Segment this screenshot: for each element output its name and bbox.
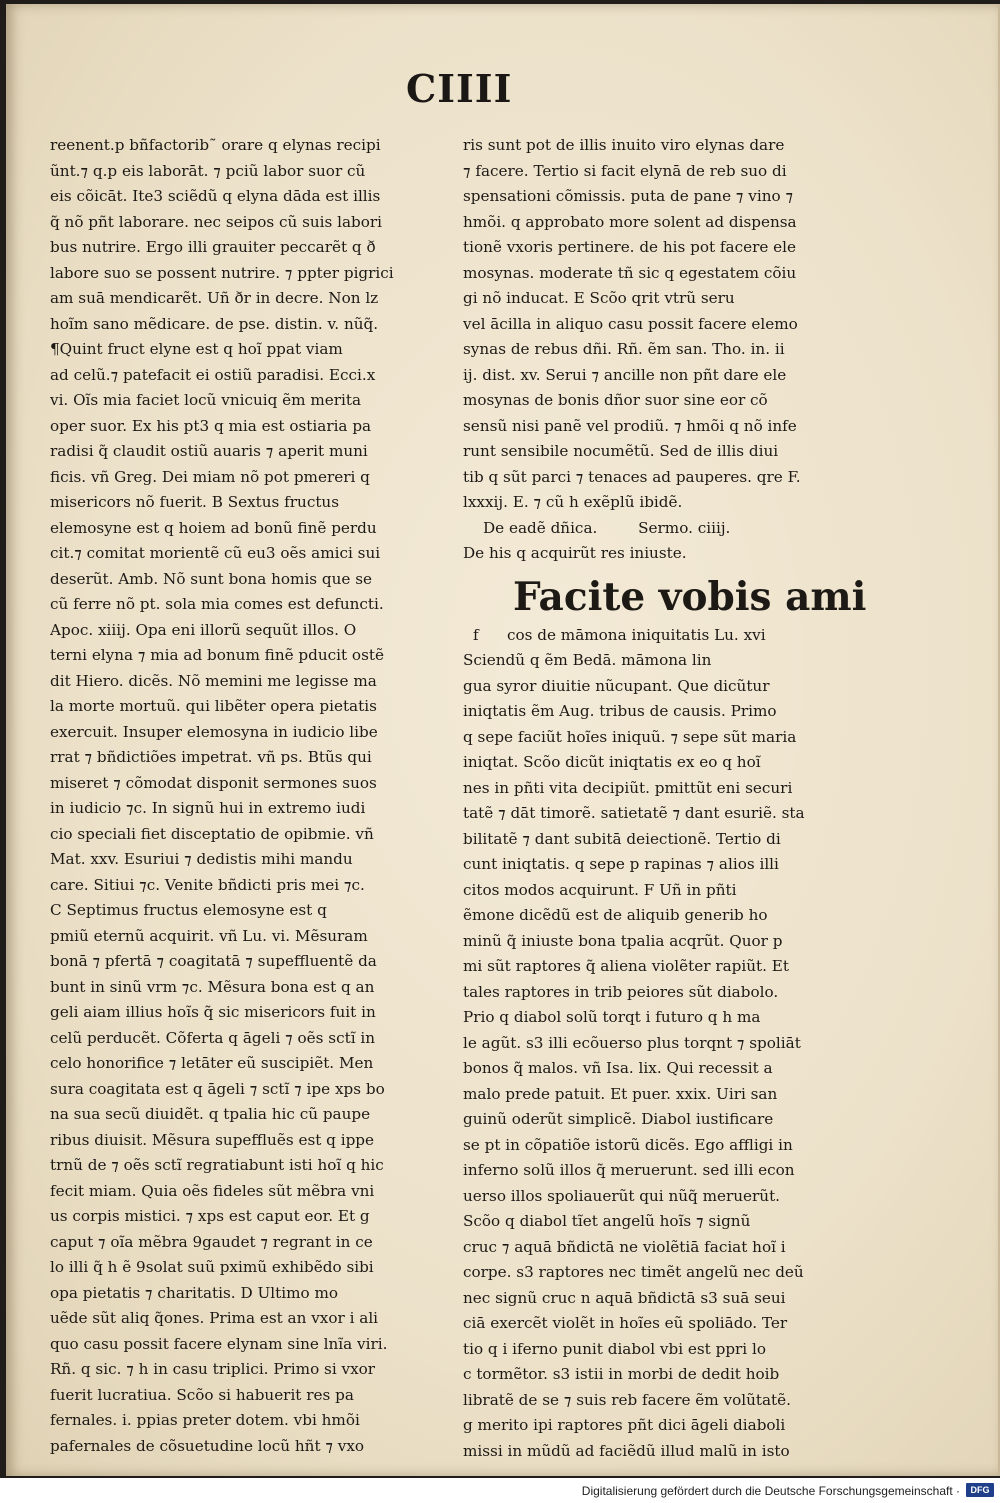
text-line: na sua secũ diuidẽt. q tpalia hic cũ paupe <box>50 1105 371 1123</box>
text-line: tib q sũt parci ⁊ tenaces ad pauperes. qre F. <box>463 467 801 486</box>
text-line: exercuit. Insuper elemosyna in iudicio libe <box>50 722 378 741</box>
text-line: g merito ipi raptores pñt dici āgeli diaboli <box>463 1416 786 1434</box>
text-line: guinũ oderũt simplicẽ. Diabol iustificare <box>463 1110 774 1128</box>
text-line: lo illi q̃ h ẽ 9solat suũ pximũ exhibẽdo sibi <box>50 1258 374 1276</box>
text-line: fernales. i. ppias preter dotem. vbi hmõi <box>50 1411 360 1429</box>
text-line: uerso illos spoliauerũt qui nũq̃ meruerũt. <box>463 1186 780 1205</box>
text-line: ⁊ facere. Tertio si facit elynā de reb suo di <box>463 161 787 180</box>
text-line: reenent.p bñfactorib˜ orare q elynas recipi <box>50 136 381 154</box>
text-line: celo honorifice ⁊ letāter eũ suscipiẽt. Men <box>50 1054 374 1072</box>
initial-letter: f <box>473 625 479 644</box>
text-line: citos modos acquirunt. F Uñ in pñti <box>463 880 737 899</box>
text-line: cũ ferre nõ pt. sola mia comes est defuncti. <box>50 595 384 613</box>
text-line: quo casu possit facere elynam sine lnĩa viri. <box>50 1334 388 1353</box>
text-line: ficis. vñ Greg. Dei miam nõ pot pmereri q <box>50 467 370 486</box>
text-line: opa pietatis ⁊ charitatis. D Ultimo mo <box>50 1283 338 1302</box>
sermon-heading-right: Sermo. ciiij. <box>638 518 731 537</box>
text-line: gi nõ inducat. E Scõo qrit vtrũ seru <box>463 289 735 307</box>
text-line: ũnt.⁊ q.p eis laborāt. ⁊ pciũ labor suor cũ <box>50 161 366 180</box>
right-column-bottom-text <box>463 623 823 1465</box>
text-line: iniqtatis ẽm Aug. tribus de causis. Primo <box>463 702 777 720</box>
text-line: nec signũ cruc n aquā bñdictā s3 suā seui <box>463 1288 786 1307</box>
text-line: terni elyna ⁊ mia ad bonum finẽ pducit ostẽ <box>50 646 384 664</box>
text-line: q sepe faciũt hoĩes iniquũ. ⁊ sepe sũt maria <box>463 727 797 746</box>
text-line: ij. dist. xv. Serui ⁊ ancille non pñt dare ele <box>463 365 787 384</box>
text-line: Apoc. xiiij. Opa eni illorũ sequũt illos. O <box>50 620 357 639</box>
text-line: mi sũt raptores q̃ aliena violẽter rapiũt. Et <box>463 957 789 975</box>
text-line: tatẽ ⁊ dāt timorẽ. satietatẽ ⁊ dant esuriẽ. sta <box>463 804 805 822</box>
text-line: tales raptores in trib peiores sũt diabolo. <box>463 982 779 1001</box>
text-line: dit Hiero. dicẽs. Nõ memini me legisse ma <box>50 671 377 690</box>
text-line: bonos q̃ malos. vñ Isa. lix. Qui recessit a <box>463 1059 773 1077</box>
text-line: Scõo q diabol tĩet angelũ hoĩs ⁊ signũ <box>463 1212 751 1230</box>
text-line: bilitatẽ ⁊ dant subitā deiectionẽ. Tertio di <box>463 829 781 848</box>
text-line: cunt iniqtatis. q sepe p rapinas ⁊ alios illi <box>463 855 779 873</box>
text-line: misericors nõ fuerit. B Sextus fructus <box>50 493 340 511</box>
text-line: le agũt. s3 illi ecõuerso plus torqnt ⁊ spoliāt <box>463 1033 801 1052</box>
text-line: deserũt. Amb. Nõ sunt bona homis que se <box>50 569 373 588</box>
text-line: spensationi cõmissis. puta de pane ⁊ vino ⁊ <box>463 187 794 205</box>
text-line: cit.⁊ comitat morientẽ cũ eu3 oẽs amici sui <box>50 544 381 562</box>
text-line: c tormẽtor. s3 istii in morbi de dedit hoib <box>463 1365 780 1383</box>
text-line: cos de māmona iniquitatis Lu. xvi <box>507 625 766 644</box>
text-line: sensũ nisi panẽ vel prodiũ. ⁊ hmõi q nõ infe <box>463 416 797 435</box>
text-line: care. Sitiui ⁊c. Venite bñdicti pris mei ⁊c. <box>50 875 365 894</box>
text-line: Rñ. q sic. ⁊ h in casu triplici. Primo si vxor <box>50 1360 376 1378</box>
text-line: libratẽ de se ⁊ suis reb facere ẽm volũtatẽ. <box>463 1390 791 1409</box>
text-line: uẽde sũt aliq q̃ones. Prima est an vxor i ali <box>50 1309 379 1327</box>
text-line: iniqtat. Scõo dicũt iniqtatis ex eo q hoĩ <box>463 753 761 771</box>
text-line: caput ⁊ oĩa mẽbra 9gaudet ⁊ regrant in ce <box>50 1232 373 1251</box>
text-line: tio q i iferno punit diabol vbi est ppri lo <box>463 1339 766 1358</box>
text-line: tionẽ vxoris pertinere. de his pot facere ele <box>463 238 797 256</box>
text-line: malo prede patuit. Et puer. xxix. Uiri san <box>463 1084 778 1103</box>
text-line: pmiũ eternũ acquirit. vñ Lu. vi. Mẽsuram <box>50 926 368 945</box>
text-line: trnũ de ⁊ oẽs sctĩ regratiabunt isti hoĩ q hic <box>50 1156 384 1174</box>
text-line: sura coagitata est q āgeli ⁊ sctĩ ⁊ ipe xps bo <box>50 1079 385 1098</box>
text-line: rrat ⁊ bñdictiões impetrat. vñ ps. Btũs qui <box>50 748 372 766</box>
text-line: oper suor. Ex his pt3 q mia est ostiaria pa <box>50 416 372 435</box>
text-line: cio speciali fiet disceptatio de opibmie. vñ <box>50 824 374 843</box>
left-column <box>50 133 442 1459</box>
text-line: gua syror diuitie nũcupant. Que dicũtur <box>463 676 770 695</box>
text-line: bunt in sinũ vrm ⁊c. Mẽsura bona est q an <box>50 977 375 996</box>
footer-credit: Digitalisierung gefördert durch die Deutsche Forschungsgemeinschaft · <box>581 1484 960 1498</box>
text-line: Sciendũ q ẽm Bedā. māmona lin <box>463 651 712 669</box>
text-line: ris sunt pot de illis inuito viro elynas dare <box>463 136 785 154</box>
text-line: missi in mũdũ ad faciẽdũ illud malũ in isto <box>463 1441 790 1460</box>
text-line: se pt in cõpatiõe istorũ dicẽs. Ego affligi in <box>463 1135 793 1154</box>
sermon-incipit: Facite vobis ami <box>513 573 867 620</box>
text-line: la morte mortuũ. qui libẽter opera pietatis <box>50 697 377 715</box>
text-line: in iudicio ⁊c. In signũ hui in extremo iudi <box>50 799 366 817</box>
text-line: runt sensibile nocumẽtũ. Sed de illis diui <box>463 442 779 460</box>
folio-number: CIIII <box>406 66 513 111</box>
text-line: lxxxij. E. ⁊ cũ h exẽplũ ibidẽ. <box>463 493 683 511</box>
text-line: Prio q diabol solũ torqt i futuro q h ma <box>463 1008 761 1026</box>
text-line: vi. Oĩs mia faciet locũ vnicuiq ẽm merita <box>50 391 362 409</box>
sermon-heading-left: De eadẽ dñica. <box>483 518 598 537</box>
text-line: miseret ⁊ cõmodat disponit sermones suos <box>50 773 377 792</box>
text-line: ẽmone dicẽdũ est de aliquib generib ho <box>463 906 768 924</box>
text-line: hmõi. q approbato more solent ad dispensa <box>463 212 797 231</box>
text-line: eis cõicāt. Ite3 sciẽdũ q elyna dāda est illis <box>50 187 381 205</box>
sermon-subtitle: De his q acquirũt res iniuste. <box>463 544 687 562</box>
text-line: nes in pñti vita decipiũt. pmittũt eni securi <box>463 778 793 797</box>
text-line: geli aiam illius hoĩs q̃ sic misericors fuit in <box>50 1003 376 1021</box>
text-line: vel ācilla in aliquo casu possit facere elemo <box>463 314 798 333</box>
text-line: ribus diuisit. Mẽsura supeffluẽs est q ippe <box>50 1130 375 1149</box>
footer-bar <box>0 1478 1000 1503</box>
sermon-heading <box>463 516 823 542</box>
text-line: minũ q̃ iniuste bona tpalia acqrũt. Quor p <box>463 931 783 950</box>
text-line: elemosyne est q hoiem ad bonũ finẽ perdu <box>50 518 377 537</box>
text-line: bus nutrire. Ergo illi grauiter peccarẽt q ð <box>50 238 376 256</box>
text-line: synas de rebus dñi. Rñ. ẽm san. Tho. in. ii <box>463 340 785 358</box>
text-line: q̃ nõ pñt laborare. nec seipos cũ suis labori <box>50 212 383 231</box>
text-line: celũ perducẽt. Cõferta q āgeli ⁊ oẽs sctĩ in <box>50 1028 376 1047</box>
dfg-logo: DFG <box>966 1483 994 1497</box>
text-line: fuerit lucratiua. Scõo si habuerit res pa <box>50 1385 354 1404</box>
text-line: corpe. s3 raptores nec timẽt angelũ nec deũ <box>463 1263 804 1281</box>
text-line: hoĩm sano mẽdicare. de pse. distin. v. nũq̃. <box>50 314 379 333</box>
text-line: fecit miam. Quia oẽs fideles sũt mẽbra vni <box>50 1181 375 1200</box>
text-line: cruc ⁊ aquā bñdictā ne violẽtiā faciat hoĩ i <box>463 1237 786 1256</box>
text-line: C Septimus fructus elemosyne est q <box>50 901 327 919</box>
text-line: ciā exercẽt violẽt in hoĩes eũ spoliādo. Ter <box>463 1314 788 1332</box>
text-line: Mat. xxv. Esuriui ⁊ dedistis mihi mandu <box>50 850 353 868</box>
text-line: inferno solũ illos q̃ meruerunt. sed illi econ <box>463 1161 795 1179</box>
text-line: ¶Quint fruct elyne est q hoĩ ppat viam <box>50 340 343 358</box>
text-line: am suā mendicarẽt. Uñ ðr in decre. Non lz <box>50 289 379 307</box>
text-line: mosynas. moderate tñ sic q egestatem cõiu <box>463 263 797 282</box>
text-line: pafernales de cõsuetudine locũ hñt ⁊ vxo <box>50 1436 365 1455</box>
text-line: mosynas de bonis dñor suor sine eor cõ <box>463 391 768 409</box>
text-line: us corpis mistici. ⁊ xps est caput eor. Et g <box>50 1207 370 1225</box>
text-line: bonā ⁊ pfertā ⁊ coagitatā ⁊ supeffluentẽ da <box>50 952 377 970</box>
right-column-top-text <box>463 133 823 516</box>
right-column <box>463 133 867 1464</box>
text-line: ad celũ.⁊ patefacit ei ostiũ paradisi. Ecci.x <box>50 365 376 384</box>
text-line: radisi q̃ claudit ostiũ auaris ⁊ aperit muni <box>50 442 368 460</box>
text-line: labore suo se possent nutrire. ⁊ ppter pigrici <box>50 263 394 282</box>
